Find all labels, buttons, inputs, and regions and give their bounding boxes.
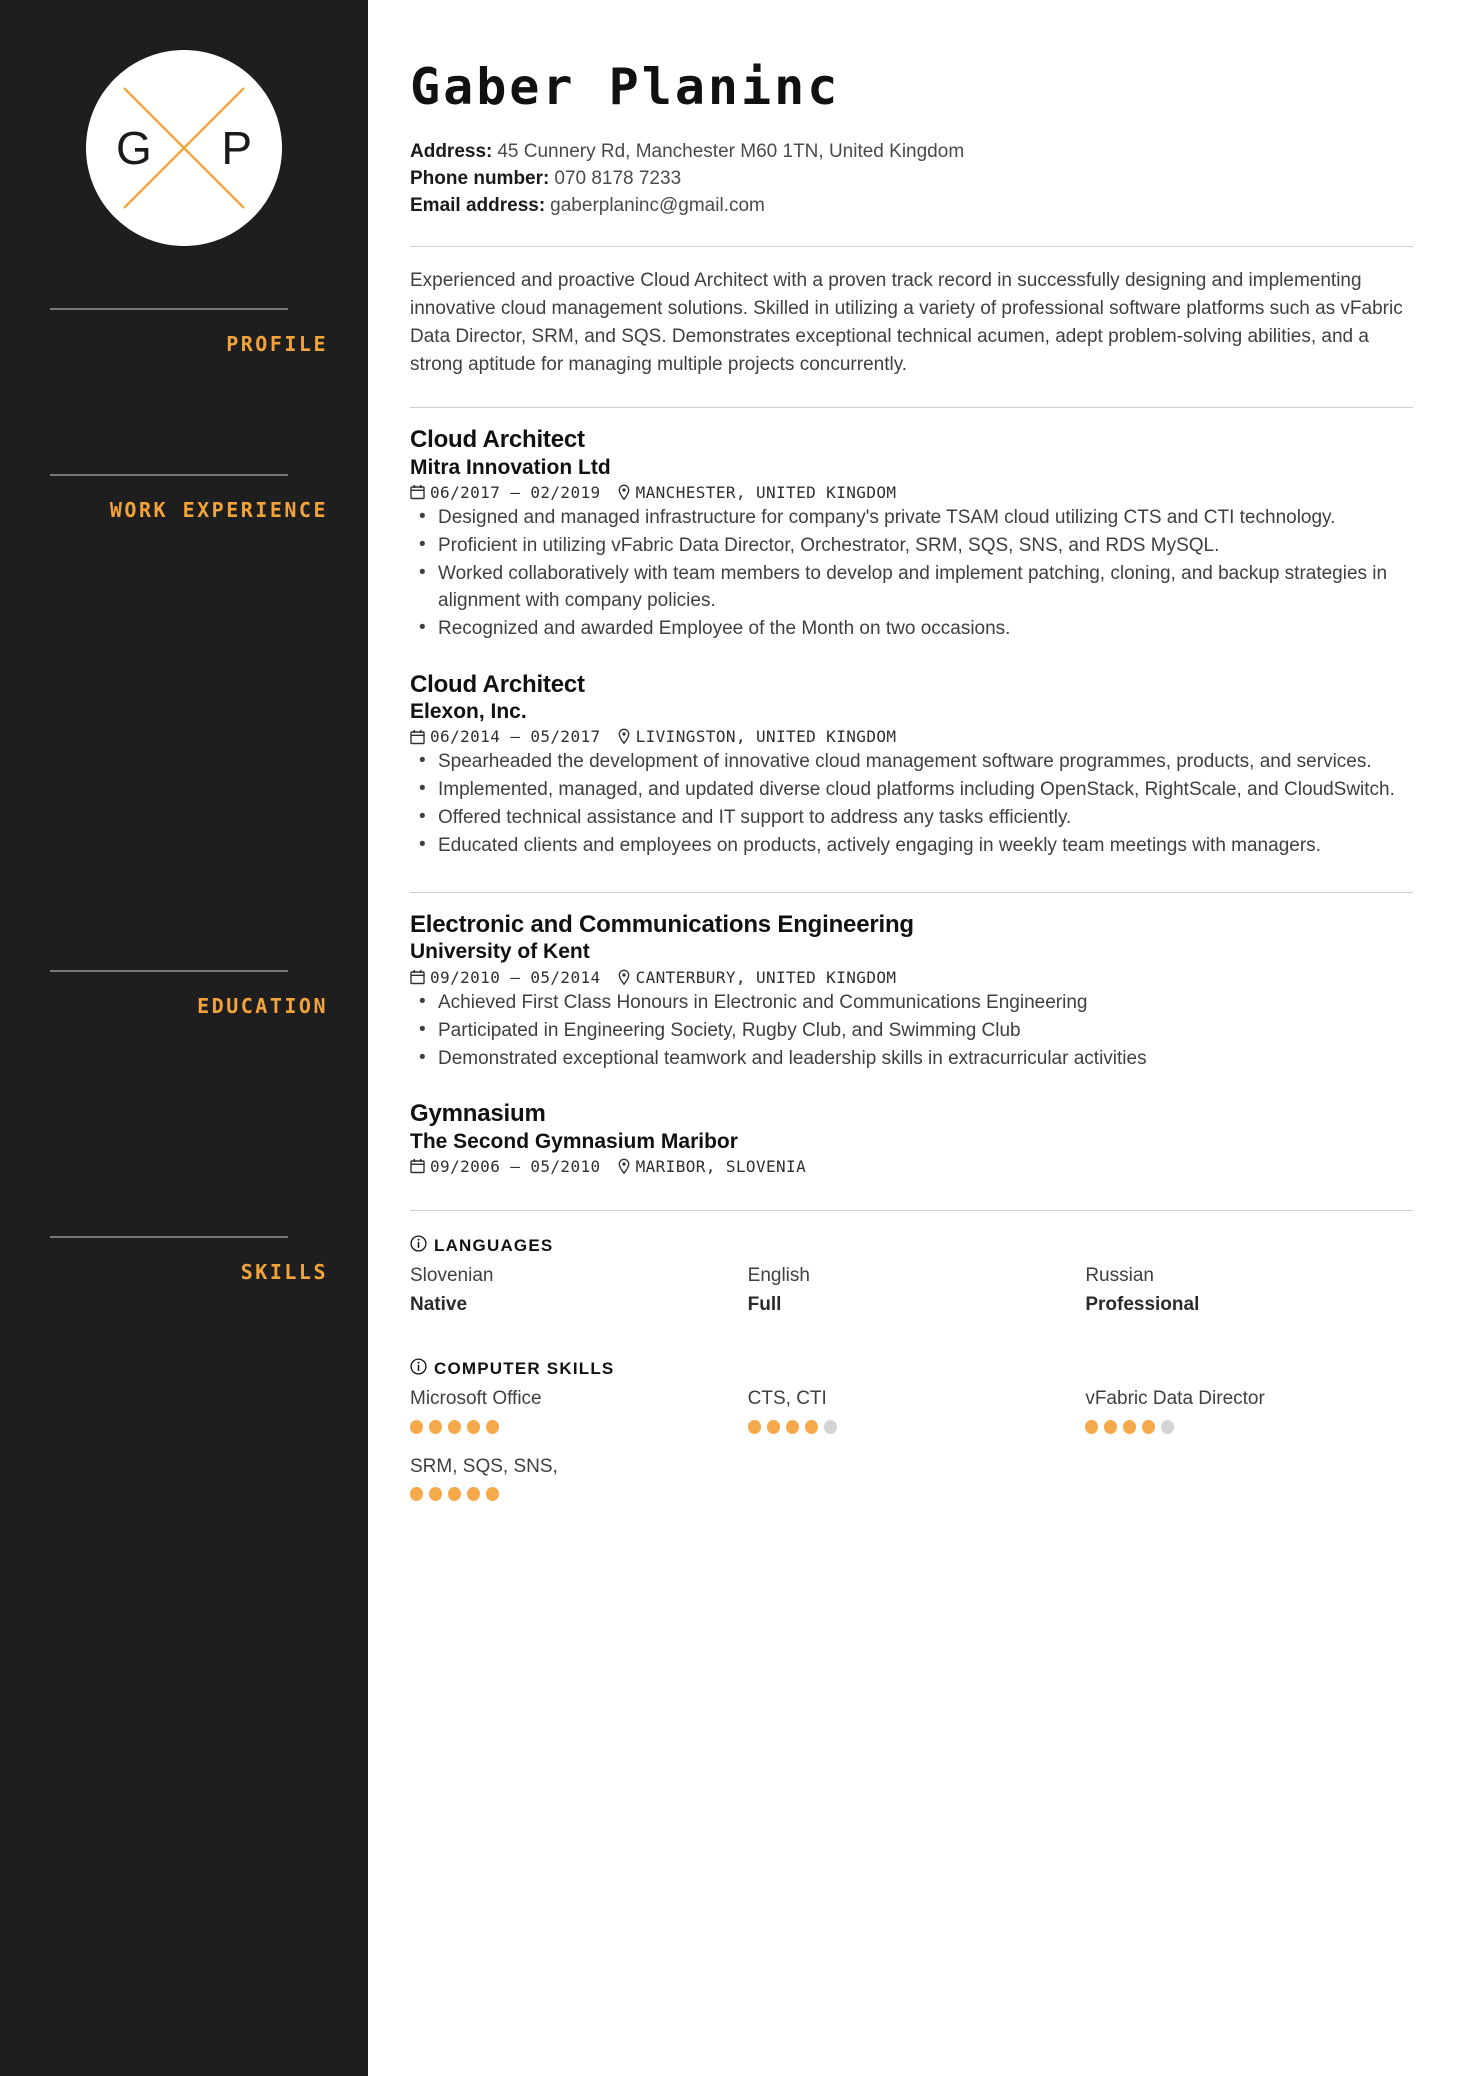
contact-address-value: 45 Cunnery Rd, Manchester M60 1TN, United Kingdom [497,141,965,162]
logo-initial-right: P [221,122,252,174]
work-entry-bullets [410,505,1413,643]
language-level: Professional [1085,1293,1200,1315]
computer-skill-rating [748,1420,1076,1434]
education-entry-dates: 09/2010 – 05/2014 [430,967,601,987]
rating-dot-filled [1142,1420,1155,1434]
computer-skill-rating [410,1487,738,1501]
sidebar-label-skills: SKILLS [240,1260,328,1284]
sidebar-item-skills [0,1236,368,1290]
calendar-icon [410,484,425,500]
logo-container [0,0,368,246]
computer-skill-item [748,1386,1076,1434]
calendar-icon [410,1158,425,1174]
section-work-experience [410,408,1413,882]
list-item: • Proficient in utilizing vFabric Data Director, Orchestrator, SRM, SQS, SNS, and RDS MySQL. [410,533,1410,560]
education-entry [410,911,1413,1072]
rating-dot-empty [1161,1420,1174,1434]
languages-grid [410,1263,1413,1318]
logo-initial-left: G [116,122,152,174]
skills-languages-group [410,1235,1413,1318]
education-entry [410,1100,1413,1176]
rating-dot-filled [429,1420,442,1434]
education-entry-title: Electronic and Communications Engineering [410,911,914,939]
list-item: • Implemented, managed, and updated diverse cloud platforms including OpenStack, RightScale, and CloudSwitch. [410,777,1410,804]
computer-skill-rating [410,1420,738,1434]
rating-dot-filled [429,1487,442,1501]
section-profile [410,247,1413,397]
rating-dot-filled [1085,1420,1098,1434]
rating-dot-filled [786,1420,799,1434]
rating-dot-filled [486,1487,499,1501]
education-entry-meta [410,1157,1413,1176]
info-icon [410,1235,427,1257]
education-entry-location: MARIBOR, SLOVENIA [635,1156,807,1176]
rating-dot-filled [748,1420,761,1434]
sidebar-item-work-experience [0,474,368,528]
header-block [410,60,1413,220]
sidebar-label-profile: PROFILE [226,332,328,356]
list-item: • Recognized and awarded Employee of the Month on two occasions. [410,616,1410,643]
rating-dot-filled [410,1420,423,1434]
location-pin-icon [617,1158,631,1175]
list-item: • Educated clients and employees on products, actively engaging in weekly team meetings with managers. [410,833,1410,860]
education-entry-meta [410,968,1413,987]
page-title: Gaber Planinc [410,58,841,116]
computer-skill-item [410,1454,738,1502]
contact-address [410,139,1413,166]
computer-skill-name: Microsoft Office [410,1388,542,1410]
rating-dot-filled [486,1420,499,1434]
rating-dot-filled [410,1487,423,1501]
rating-dot-filled [448,1487,461,1501]
language-level: Native [410,1293,468,1315]
location-pin-icon [617,728,631,745]
computer-skill-spacer [748,1454,1076,1502]
language-name: English [747,1264,810,1286]
rating-dot-filled [448,1420,461,1434]
rating-dot-filled [805,1420,818,1434]
computer-skill-rating [1085,1420,1413,1434]
contact-phone-label: Phone number: [410,167,550,189]
rating-dot-empty [824,1420,837,1434]
sidebar-label-work-experience: WORK EXPERIENCE [109,498,328,522]
calendar-icon [410,969,425,985]
computer-skill-name: CTS, CTI [747,1388,827,1410]
language-name: Russian [1085,1264,1154,1286]
work-entry-location: MANCHESTER, UNITED KINGDOM [635,482,897,502]
work-entry-dates: 06/2014 – 05/2017 [430,727,601,747]
resume-main-content [368,0,1468,2076]
location-pin-icon [617,969,631,986]
list-item: • Achieved First Class Honours in Electronic and Communications Engineering [410,990,1410,1017]
work-entry-dates: 06/2017 – 02/2019 [430,482,601,502]
work-entry [410,426,1413,642]
work-entry-meta [410,483,1413,502]
language-item [748,1263,1076,1318]
contact-phone [410,166,1413,193]
rating-dot-filled [767,1420,780,1434]
list-item: • Spearheaded the development of innovative cloud management software programmes, products, and services. [410,749,1410,776]
sidebar-section-list [0,308,368,1290]
computer-skill-name: vFabric Data Director [1085,1388,1265,1410]
location-pin-icon [617,484,631,501]
list-item: • Demonstrated exceptional teamwork and leadership skills in extracurricular activities [410,1046,1410,1073]
work-entry-title: Cloud Architect [410,426,585,454]
contact-address-label: Address: [410,141,493,162]
contact-email-label: Email address: [410,194,546,216]
computer-skills-heading-label: COMPUTER SKILLS [434,1359,615,1379]
computer-skill-name: SRM, SQS, SNS, [410,1455,558,1477]
language-item [410,1263,738,1318]
computer-skill-spacer [1085,1454,1413,1502]
work-entry-location: LIVINGSTON, UNITED KINGDOM [635,727,897,747]
contact-email [410,193,1413,220]
education-entry-title: Gymnasium [410,1100,546,1128]
list-item: • Designed and managed infrastructure for company's private TSAM cloud utilizing CTS and CTI technology. [410,505,1410,532]
work-entry-meta [410,727,1413,746]
skills-computer-group [410,1358,1413,1501]
section-skills [410,1211,1413,1501]
education-entry-dates: 09/2006 – 05/2010 [430,1156,601,1176]
work-entry-organization: Mitra Innovation Ltd [410,455,611,479]
work-entry-organization: Elexon, Inc. [410,700,527,723]
education-entry-organization: University of Kent [410,940,590,964]
contact-phone-value: 070 8178 7233 [554,167,682,189]
language-level: Full [747,1293,782,1315]
sidebar-item-profile [0,308,368,362]
calendar-icon [410,729,425,745]
languages-heading-label: LANGUAGES [434,1235,554,1255]
sidebar-label-education: EDUCATION [197,994,328,1018]
sidebar-item-education [0,970,368,1024]
section-education [410,893,1413,1200]
sidebar [0,0,368,2076]
languages-heading [410,1235,1413,1257]
rating-dot-filled [467,1420,480,1434]
rating-dot-filled [1123,1420,1136,1434]
contact-email-value: gaberplaninc@gmail.com [550,194,765,216]
work-entry-title: Cloud Architect [410,670,585,698]
computer-skills-heading [410,1358,1413,1380]
list-item: • Participated in Engineering Society, Rugby Club, and Swimming Club [410,1018,1410,1045]
education-entry-organization: The Second Gymnasium Maribor [410,1129,738,1153]
computer-skills-grid [410,1386,1413,1434]
computer-skill-item [410,1386,738,1434]
work-entry-bullets [410,749,1413,860]
monogram-logo [86,50,282,246]
computer-skill-item [1085,1386,1413,1434]
language-item [1085,1263,1413,1318]
computer-skills-grid-row2 [410,1454,1413,1502]
work-entry [410,671,1413,860]
language-name: Slovenian [410,1264,494,1286]
education-entry-bullets [410,990,1413,1073]
education-entry-location: CANTERBURY, UNITED KINGDOM [635,967,897,987]
info-icon [410,1358,427,1380]
rating-dot-filled [467,1487,480,1501]
rating-dot-filled [1104,1420,1117,1434]
list-item: • Worked collaboratively with team members to develop and implement patching, cloning, and backup strategies in alignment with company policies. [410,561,1410,615]
profile-summary-text: Experienced and proactive Cloud Architect with a proven track record in successfully designing and implementing innovative cloud management solutions. Skilled in utilizing a variety of professional software platforms such as vFabric Data Director, SRM, and SQS. Demonstrates exceptional technical acumen, adept problem-solving abilities, and a strong aptitude for managing multiple projects concurrently. [410,269,1403,376]
list-item: • Offered technical assistance and IT support to address any tasks efficiently. [410,805,1410,832]
